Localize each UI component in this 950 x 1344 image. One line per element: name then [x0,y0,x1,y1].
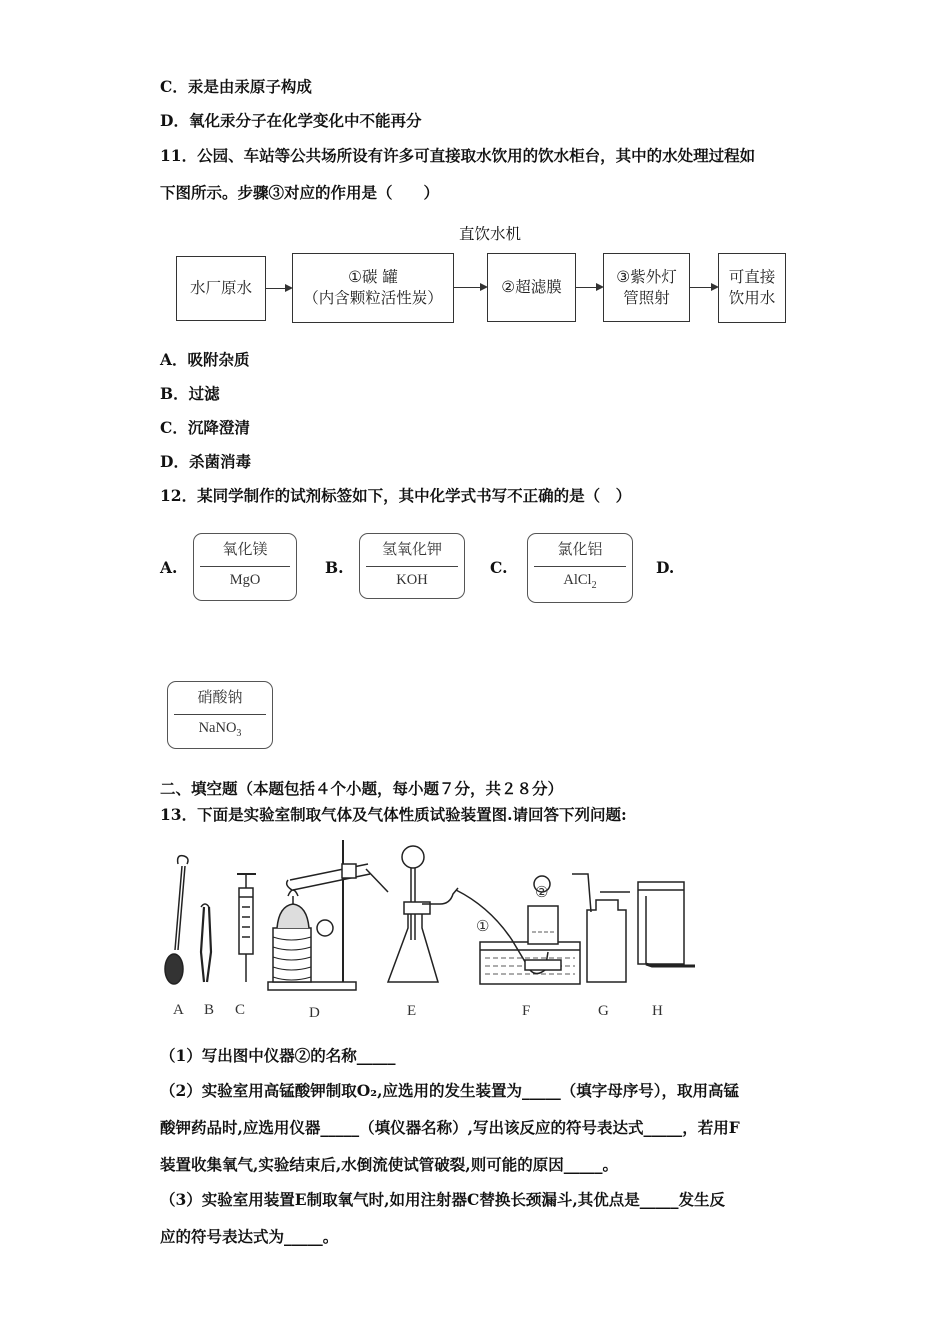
reagent-label-a[interactable] [193,533,297,601]
q11-option-d[interactable]: D．杀菌消毒 [160,452,251,471]
apparatus-letter-e: E [407,1003,417,1019]
flow-step-uv-line1: ③紫外灯 [616,267,677,286]
apparatus-letter-f: F [522,1003,531,1019]
q13-part2-line2: 酸钾药品时,应选用仪器_____（填仪器名称）,写出该反应的符号表达式_____，若用F [160,1118,740,1137]
formula-subscript: 2 [591,579,597,591]
label-divider [534,566,626,567]
flow-arrow [453,287,486,288]
circle-label-1: ① [476,919,490,935]
flow-step-uv-line2: 管照射 [623,288,670,307]
reagent-name: 氯化铝 [557,540,603,558]
q13-part3-line2: 应的符号表达式为_____。 [160,1227,339,1246]
reagent-label-d[interactable] [167,681,273,749]
apparatus-letter-b: B [204,1002,215,1018]
apparatus-letter-c: C [235,1002,246,1018]
flow-step-drinkable-line2: 饮用水 [728,289,776,307]
flow-step-raw-water-label: 水厂原水 [189,279,252,297]
reagent-formula [528,572,632,591]
label-divider [366,566,458,567]
gas-jar-icon [638,882,695,966]
flow-step-ultrafiltration-label: ②超滤膜 [501,278,562,296]
label-divider [200,566,290,567]
option-d-prev: D．氧化汞分子在化学变化中不能再分 [160,111,422,130]
q11-option-b[interactable]: B．过滤 [160,384,220,403]
q12-option-c-letter[interactable]: C. [490,558,508,577]
flow-step-raw-water [176,256,266,321]
section-heading: 二、填空题（本题包括４个小题，每小题７分，共２８分） [160,779,564,798]
apparatus-letter-a: A [173,1002,184,1018]
formula-base: NaNO [198,720,237,736]
q13-part1: （1）写出图中仪器②的名称_____ [160,1046,396,1065]
circle-label-2: ② [535,885,549,901]
water-trough-icon [480,876,580,984]
syringe-icon [237,874,256,982]
flow-arrow [575,287,602,288]
flow-step-carbon-tank [292,253,454,323]
apparatus-letter-d: D [309,1005,320,1021]
q13-part2-line3: 装置收集氧气,实验结束后,水倒流使试管破裂,则可能的原因_____。 [160,1155,618,1174]
flow-step-carbon-line2: （内含颗粒活性炭） [303,289,443,307]
flow-step-uv-lamp [603,253,690,322]
apparatus-letter-h: H [652,1003,663,1019]
q11-option-a[interactable]: A．吸附杂质 [160,350,250,369]
reagent-formula: KOH [396,572,428,588]
flow-diagram-title: 直饮水机 [458,225,521,243]
apparatus-letter-g: G [598,1003,609,1019]
apparatus-figure [160,832,700,992]
reagent-name: 硝酸钠 [197,688,243,706]
reagent-label-c[interactable] [527,533,633,603]
reagent-formula: MgO [229,572,261,588]
q13-part3-line1: （3）实验室用装置E制取氧气时,如用注射器C替换长颈漏斗,其优点是_____发生反 [160,1190,725,1209]
flow-arrow [689,287,717,288]
flow-arrow [265,288,291,289]
q12-option-a-letter[interactable]: A. [160,558,178,577]
tweezers-icon [201,904,211,982]
q13-stem: 13．下面是实验室制取气体及气体性质试验装置图.请回答下列问题: [160,805,627,824]
conical-flask-icon [388,846,458,982]
q11-option-c[interactable]: C．沉降澄清 [160,418,250,437]
formula-subscript: 3 [236,727,242,739]
flow-step-carbon-line1: ①碳 罐 [348,268,398,286]
heating-apparatus-icon [268,840,388,990]
ladle-icon [165,856,188,984]
reagent-name: 氧化镁 [222,540,268,558]
formula-base: AlCl [563,572,592,588]
flow-step-drinkable-line1: 可直接 [728,268,776,286]
flow-step-drinkable-water [718,253,786,323]
q12-option-d-letter[interactable]: D. [656,558,675,577]
flow-step-ultrafiltration [487,253,576,322]
q11-stem-line2: 下图所示。步骤③对应的作用是（ ） [160,183,440,202]
q12-option-b-letter[interactable]: B. [325,558,344,577]
q13-part2-line1: （2）实验室用高锰酸钾制取O₂,应选用的发生装置为_____（填字母序号），取用高锰 [160,1081,739,1100]
reagent-name: 氢氧化钾 [381,540,442,558]
q11-stem-line1: 11．公园、车站等公共场所设有许多可直接取水饮用的饮水柜台，其中的水处理过程如 [160,146,756,165]
q12-stem: 12．某同学制作的试剂标签如下，其中化学式书写不正确的是（ ） [160,486,632,505]
reagent-formula [168,720,272,739]
option-c-prev: C．汞是由汞原子构成 [160,77,312,96]
reagent-label-b[interactable] [359,533,465,599]
label-divider [174,714,266,715]
